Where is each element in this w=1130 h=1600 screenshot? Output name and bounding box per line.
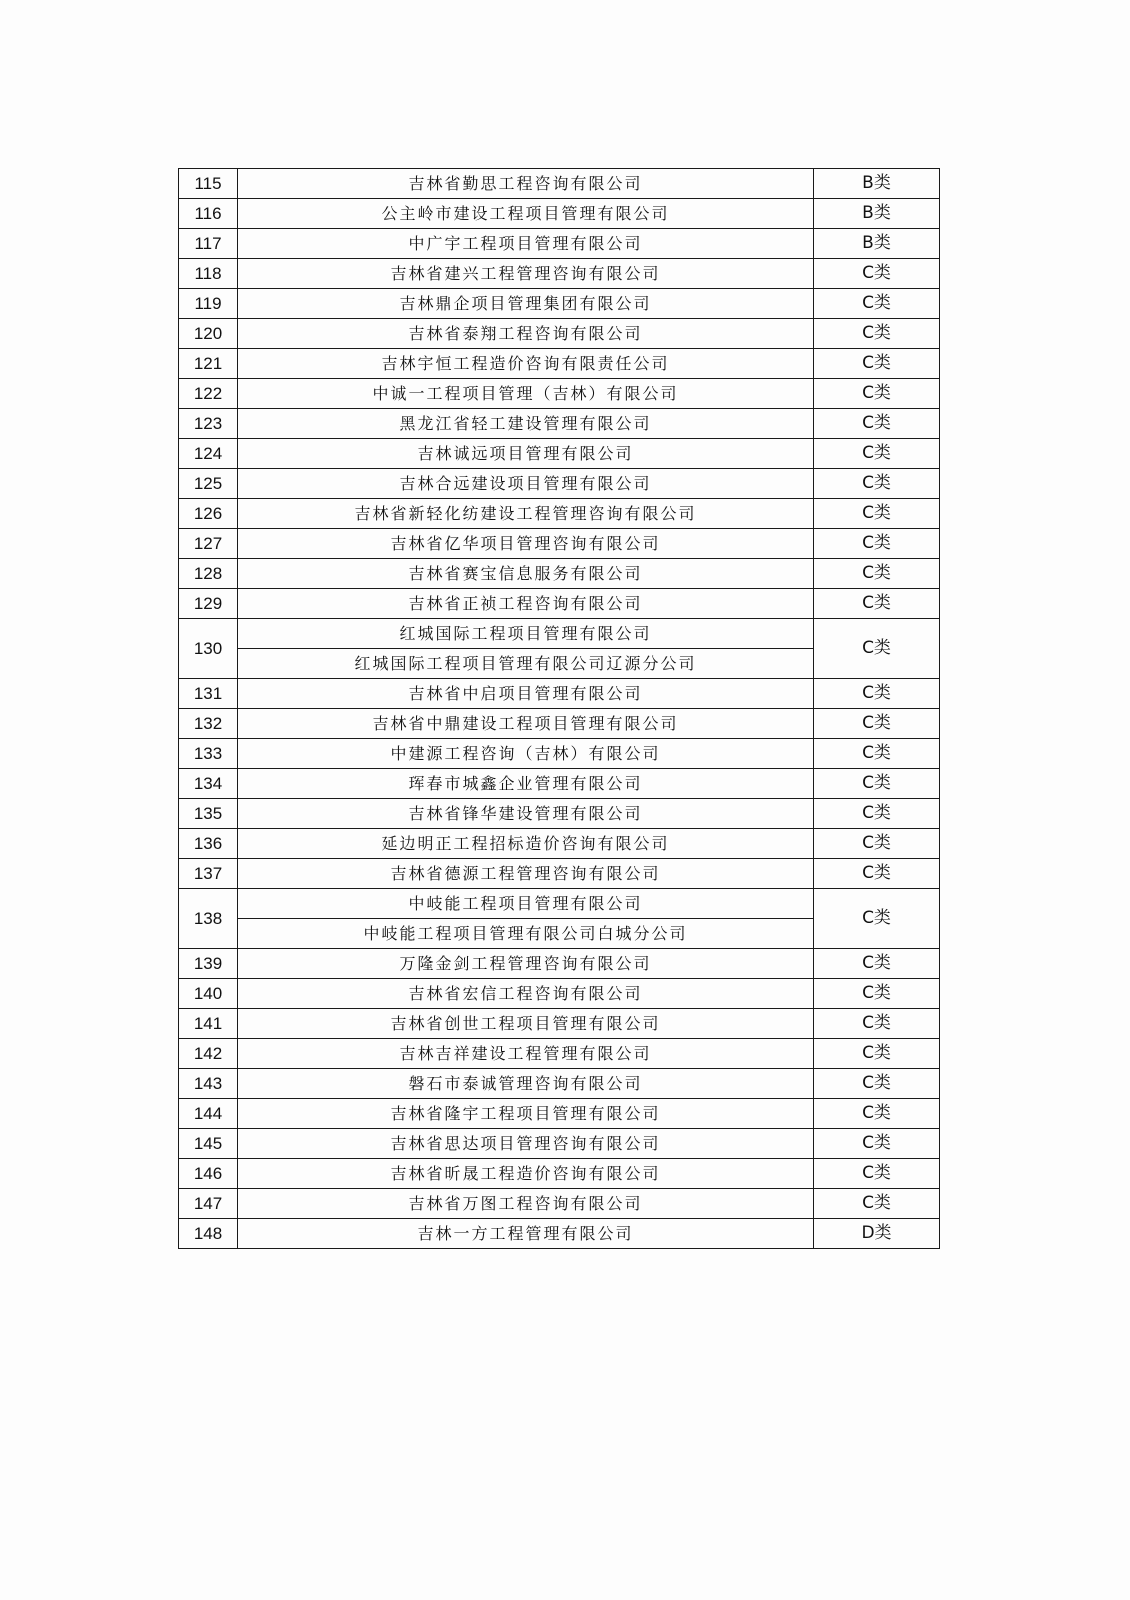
company-name: 中建源工程咨询（吉林）有限公司	[238, 739, 814, 769]
category-cell: C类	[814, 979, 940, 1009]
row-number: 133	[179, 739, 238, 769]
table-row	[179, 349, 940, 379]
category-cell: C类	[814, 1099, 940, 1129]
category-cell: C类	[814, 259, 940, 289]
category-cell: C类	[814, 1189, 940, 1219]
company-name: 延边明正工程招标造价咨询有限公司	[238, 829, 814, 859]
row-number: 128	[179, 559, 238, 589]
table-row	[179, 169, 940, 199]
table-body	[179, 169, 940, 1249]
category-cell: D类	[814, 1219, 940, 1249]
row-number: 137	[179, 859, 238, 889]
table-row	[179, 1189, 940, 1219]
table-row	[179, 289, 940, 319]
table-row	[179, 559, 940, 589]
table-row	[179, 949, 940, 979]
row-number: 118	[179, 259, 238, 289]
table-row	[179, 259, 940, 289]
table-row	[179, 319, 940, 349]
company-name: 吉林省宏信工程咨询有限公司	[238, 979, 814, 1009]
row-number: 144	[179, 1099, 238, 1129]
row-number: 127	[179, 529, 238, 559]
row-number: 117	[179, 229, 238, 259]
category-cell: C类	[814, 289, 940, 319]
category-cell: C类	[814, 889, 940, 949]
category-cell: C类	[814, 1069, 940, 1099]
company-name: 磐石市泰诚管理咨询有限公司	[238, 1069, 814, 1099]
category-cell: C类	[814, 859, 940, 889]
table-row	[179, 679, 940, 709]
company-name: 吉林省中鼎建设工程项目管理有限公司	[238, 709, 814, 739]
company-name: 吉林省锋华建设管理有限公司	[238, 799, 814, 829]
company-name: 吉林合远建设项目管理有限公司	[238, 469, 814, 499]
company-classification-table	[178, 168, 940, 1249]
company-name: 红城国际工程项目管理有限公司	[238, 619, 814, 649]
table-row	[179, 799, 940, 829]
row-number: 134	[179, 769, 238, 799]
row-number: 125	[179, 469, 238, 499]
company-name: 黑龙江省轻工建设管理有限公司	[238, 409, 814, 439]
company-name: 吉林省思达项目管理咨询有限公司	[238, 1129, 814, 1159]
row-number: 119	[179, 289, 238, 319]
row-number: 145	[179, 1129, 238, 1159]
table-row	[179, 769, 940, 799]
table-row	[179, 859, 940, 889]
company-name: 吉林省建兴工程管理咨询有限公司	[238, 259, 814, 289]
table-row	[179, 1039, 940, 1069]
category-cell: C类	[814, 529, 940, 559]
table-row	[179, 379, 940, 409]
category-cell: C类	[814, 379, 940, 409]
row-number: 141	[179, 1009, 238, 1039]
row-number: 132	[179, 709, 238, 739]
company-name: 吉林省创世工程项目管理有限公司	[238, 1009, 814, 1039]
table-row	[179, 619, 940, 649]
row-number: 126	[179, 499, 238, 529]
table-row	[179, 499, 940, 529]
company-name: 吉林省新轻化纺建设工程管理咨询有限公司	[238, 499, 814, 529]
company-name: 吉林省隆宇工程项目管理有限公司	[238, 1099, 814, 1129]
row-number: 122	[179, 379, 238, 409]
category-cell: C类	[814, 439, 940, 469]
row-number: 121	[179, 349, 238, 379]
category-cell: B类	[814, 229, 940, 259]
category-cell: C类	[814, 619, 940, 679]
row-number: 140	[179, 979, 238, 1009]
row-number: 142	[179, 1039, 238, 1069]
category-cell: C类	[814, 949, 940, 979]
row-number: 143	[179, 1069, 238, 1099]
company-name: 吉林省泰翔工程咨询有限公司	[238, 319, 814, 349]
table-row	[179, 469, 940, 499]
category-cell: C类	[814, 1039, 940, 1069]
category-cell: C类	[814, 679, 940, 709]
category-cell: C类	[814, 499, 940, 529]
company-name: 吉林吉祥建设工程管理有限公司	[238, 1039, 814, 1069]
company-name: 吉林省德源工程管理咨询有限公司	[238, 859, 814, 889]
category-cell: C类	[814, 469, 940, 499]
row-number: 136	[179, 829, 238, 859]
company-name: 吉林省勤思工程咨询有限公司	[238, 169, 814, 199]
category-cell: B类	[814, 169, 940, 199]
company-name: 吉林省赛宝信息服务有限公司	[238, 559, 814, 589]
row-number: 120	[179, 319, 238, 349]
row-number: 116	[179, 199, 238, 229]
category-cell: C类	[814, 1009, 940, 1039]
table-row	[179, 1159, 940, 1189]
table-row	[179, 439, 940, 469]
company-name: 万隆金剑工程管理咨询有限公司	[238, 949, 814, 979]
company-name: 中岐能工程项目管理有限公司	[238, 889, 814, 919]
company-name: 公主岭市建设工程项目管理有限公司	[238, 199, 814, 229]
company-name: 吉林省正祯工程咨询有限公司	[238, 589, 814, 619]
table-row	[179, 1009, 940, 1039]
category-cell: C类	[814, 1159, 940, 1189]
category-cell: C类	[814, 349, 940, 379]
category-cell: C类	[814, 1129, 940, 1159]
category-cell: C类	[814, 709, 940, 739]
row-number: 115	[179, 169, 238, 199]
row-number: 123	[179, 409, 238, 439]
row-number: 139	[179, 949, 238, 979]
table-row	[179, 229, 940, 259]
company-name: 珲春市城鑫企业管理有限公司	[238, 769, 814, 799]
table-row	[179, 889, 940, 919]
category-cell: C类	[814, 409, 940, 439]
row-number: 146	[179, 1159, 238, 1189]
company-name: 吉林省昕晟工程造价咨询有限公司	[238, 1159, 814, 1189]
category-cell: C类	[814, 829, 940, 859]
company-name: 吉林诚远项目管理有限公司	[238, 439, 814, 469]
table-row	[179, 199, 940, 229]
row-number: 138	[179, 889, 238, 949]
row-number: 147	[179, 1189, 238, 1219]
table-row	[179, 979, 940, 1009]
category-cell: C类	[814, 739, 940, 769]
company-name: 中广宇工程项目管理有限公司	[238, 229, 814, 259]
company-name: 吉林省中启项目管理有限公司	[238, 679, 814, 709]
row-number: 130	[179, 619, 238, 679]
company-name: 吉林一方工程管理有限公司	[238, 1219, 814, 1249]
table-row	[179, 409, 940, 439]
table-row	[179, 1129, 940, 1159]
table-row	[179, 529, 940, 559]
table-row	[179, 1069, 940, 1099]
row-number: 124	[179, 439, 238, 469]
category-cell: B类	[814, 199, 940, 229]
company-name: 中岐能工程项目管理有限公司白城分公司	[238, 919, 814, 949]
table-row	[179, 709, 940, 739]
table-row	[179, 829, 940, 859]
category-cell: C类	[814, 799, 940, 829]
table-row	[179, 1099, 940, 1129]
row-number: 135	[179, 799, 238, 829]
company-name: 中诚一工程项目管理（吉林）有限公司	[238, 379, 814, 409]
category-cell: C类	[814, 769, 940, 799]
row-number: 148	[179, 1219, 238, 1249]
table-row	[179, 1219, 940, 1249]
company-name: 吉林省亿华项目管理咨询有限公司	[238, 529, 814, 559]
company-name: 吉林省万图工程咨询有限公司	[238, 1189, 814, 1219]
table-row	[179, 739, 940, 769]
company-name: 红城国际工程项目管理有限公司辽源分公司	[238, 649, 814, 679]
category-cell: C类	[814, 319, 940, 349]
table-row	[179, 589, 940, 619]
company-name: 吉林宇恒工程造价咨询有限责任公司	[238, 349, 814, 379]
category-cell: C类	[814, 589, 940, 619]
row-number: 129	[179, 589, 238, 619]
category-cell: C类	[814, 559, 940, 589]
row-number: 131	[179, 679, 238, 709]
company-name: 吉林鼎企项目管理集团有限公司	[238, 289, 814, 319]
